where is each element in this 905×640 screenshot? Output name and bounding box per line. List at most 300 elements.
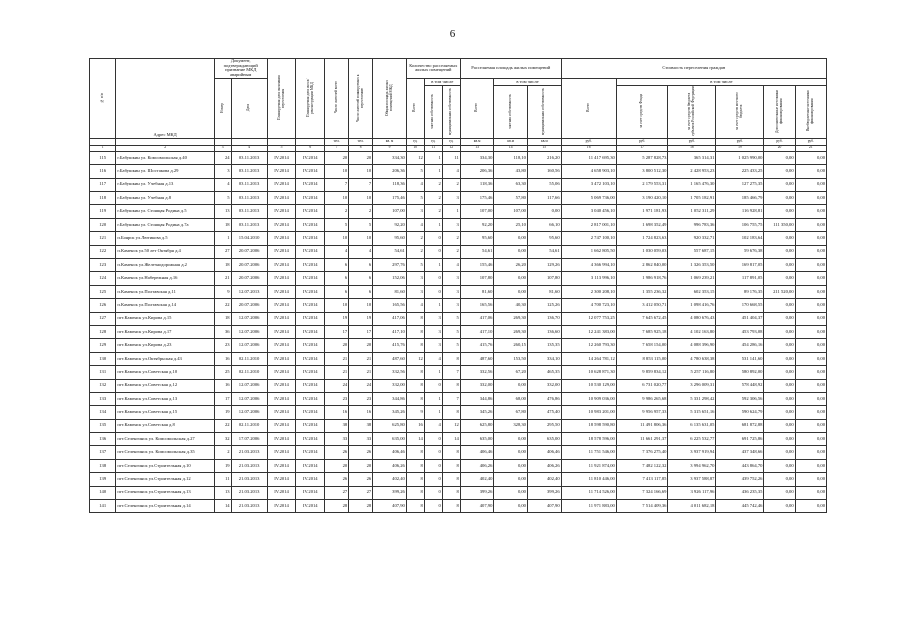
units-row [90, 138, 827, 145]
table-cell: 14 264 781,12 [561, 352, 616, 365]
table-cell: 0 [424, 473, 442, 486]
table-cell: 10 [349, 192, 373, 205]
table-cell: 20 [349, 459, 373, 472]
table-cell: IV.2014 [267, 366, 296, 379]
table-cell: 3 412 050,71 [616, 299, 668, 312]
table-cell: IV.2014 [296, 178, 325, 191]
table-cell: 16 [214, 352, 231, 365]
unit-cell: руб. [716, 138, 764, 145]
table-cell: 0 [424, 433, 442, 446]
table-cell: 12 260 793,30 [561, 339, 616, 352]
table-cell: 269,30 [494, 312, 528, 325]
table-cell: 417,06 [373, 312, 407, 325]
table-cell: 134 [90, 406, 116, 419]
table-body [90, 151, 827, 513]
table-cell: 24 [349, 379, 373, 392]
table-cell: 3 [406, 272, 424, 285]
col-header-cost-incl: в том числе [616, 78, 826, 85]
table-cell: 141 [90, 500, 116, 513]
table-cell: 1 052 311,29 [668, 205, 716, 218]
table-cell: IV.2014 [267, 285, 296, 298]
table-cell: 8 [442, 473, 460, 486]
table-cell: 117 [90, 178, 116, 191]
table-cell: 8 [406, 325, 424, 338]
table-cell: 18 [214, 259, 231, 272]
table-cell: IV.2014 [267, 500, 296, 513]
table-cell: 2 747 100,10 [561, 232, 616, 245]
unit-cell: ед. [406, 138, 424, 145]
table-cell: 127 275,35 [716, 178, 764, 191]
table-row [90, 192, 827, 205]
table-cell: 02.11.2010 [231, 419, 267, 432]
table-cell: 6 731 020,77 [616, 379, 668, 392]
table-cell: 3 926 117,96 [668, 486, 716, 499]
table-cell: 0,00 [795, 325, 826, 338]
table-cell: 557 687,15 [668, 245, 716, 258]
table-cell: 2 [214, 446, 231, 459]
address-cell: г.Бабушкин ул. Учебная д.8 [116, 192, 214, 205]
table-cell: 0,00 [764, 245, 795, 258]
table-cell: 116 [90, 165, 116, 178]
table-cell: 4 [442, 165, 460, 178]
table-cell: IV.2014 [267, 151, 296, 164]
table-cell: IV.2014 [267, 218, 296, 231]
column-number-cell: 7 [325, 145, 349, 151]
table-cell: 0 [424, 285, 442, 298]
table-cell: 11 491 806,36 [616, 419, 668, 432]
table-cell: 20.07.2006 [231, 299, 267, 312]
table-cell: 153,50 [494, 352, 528, 365]
column-number-cell: 14 [494, 145, 528, 151]
table-cell: 0,00 [764, 379, 795, 392]
table-cell: 4 [424, 352, 442, 365]
table-cell: 19 [325, 312, 349, 325]
table-cell: 125,26 [527, 299, 561, 312]
table-cell: 211 520,00 [764, 285, 795, 298]
table-cell: 36 [214, 325, 231, 338]
table-cell: 11 810 446,00 [561, 473, 616, 486]
table-cell: 531 141,60 [716, 352, 764, 365]
col-header-cnt-private: частная собственность [424, 85, 442, 138]
table-row [90, 312, 827, 325]
unit-cell: чел. [349, 138, 373, 145]
table-cell: 02.11.2010 [231, 352, 267, 365]
table-cell: 21.03.2013 [231, 500, 267, 513]
table-cell: 95,60 [373, 232, 407, 245]
table-cell: 11 971 883,00 [561, 500, 616, 513]
column-number-cell: 17 [616, 145, 668, 151]
table-cell: 415,76 [373, 339, 407, 352]
table-cell: 7 [442, 392, 460, 405]
table-cell: 21.03.2013 [231, 486, 267, 499]
table-cell: 0,00 [795, 392, 826, 405]
table-cell: 2 [325, 205, 349, 218]
table-cell: 38 [349, 419, 373, 432]
table-cell: 133 [90, 392, 116, 405]
table-cell: 107,00 [494, 205, 528, 218]
table-cell: 225 433,25 [716, 165, 764, 178]
column-number-cell: 1 [90, 145, 116, 151]
table-cell: 03.11.2013 [231, 192, 267, 205]
table-cell: 1 [424, 366, 442, 379]
table-cell: 14 [214, 500, 231, 513]
table-cell: 0,00 [494, 232, 528, 245]
table-cell: 54,61 [460, 245, 494, 258]
table-cell: 0,00 [795, 178, 826, 191]
table-cell: 0,00 [795, 205, 826, 218]
table-cell: 5 257 116,80 [668, 366, 716, 379]
table-cell: 0,00 [795, 433, 826, 446]
table-cell: 169 817,05 [716, 259, 764, 272]
table-cell: 8 [442, 500, 460, 513]
table-cell: 415,76 [460, 339, 494, 352]
address-cell: г.Бабушкин ул. Учебная д.13 [116, 178, 214, 191]
col-group-doc: Документ, подтверждающий признание МКД аварийным [214, 59, 267, 79]
unit-cell [116, 138, 214, 145]
col-header-cost-region: за счет средств бюджета субъекта Российской Федерации [668, 85, 716, 138]
table-cell: 9 859 834,12 [616, 366, 668, 379]
table-cell: IV.2014 [296, 486, 325, 499]
table-cell: 152,06 [373, 272, 407, 285]
column-number-cell: 10 [406, 145, 424, 151]
column-number-cell: 16 [561, 145, 616, 151]
col-header-cost-over: Внебюджетные источники финансирования [795, 85, 826, 138]
address-cell: п.Каменск ул.Полтавская д.11 [116, 285, 214, 298]
table-cell: 63,30 [494, 178, 528, 191]
table-row [90, 272, 827, 285]
table-cell: 6 [349, 272, 373, 285]
table-cell: 7 658 154,00 [616, 339, 668, 352]
table-cell: 0,00 [764, 325, 795, 338]
table-cell: 12.07.2006 [231, 312, 267, 325]
table-cell: 118,36 [373, 178, 407, 191]
table-cell: 1 165 476,30 [668, 178, 716, 191]
table-cell: 5 [325, 218, 349, 231]
table-cell: 165,56 [460, 299, 494, 312]
table-cell: 21 [349, 366, 373, 379]
table-cell: 2 [424, 205, 442, 218]
table-cell: IV.2014 [267, 325, 296, 338]
table-cell: IV.2014 [296, 245, 325, 258]
table-cell: 334,30 [460, 151, 494, 164]
table-cell: IV.2014 [267, 339, 296, 352]
resettlement-table [89, 58, 827, 513]
table-cell: 0,00 [527, 205, 561, 218]
column-number-cell: 15 [527, 145, 561, 151]
table-cell: 0,00 [494, 473, 528, 486]
table-cell: 11 921 874,00 [561, 459, 616, 472]
unit-cell [267, 138, 296, 145]
table-cell: 160,56 [527, 165, 561, 178]
table-cell: 407,90 [460, 500, 494, 513]
table-cell: 0,00 [795, 406, 826, 419]
table-cell: 8 [406, 446, 424, 459]
column-number-cell: 2 [116, 145, 214, 151]
table-cell: 118,10 [494, 151, 528, 164]
table-cell: 445 742,46 [716, 500, 764, 513]
table-cell: 0,00 [764, 433, 795, 446]
table-cell: 54,61 [527, 245, 561, 258]
column-number-cell: 5 [267, 145, 296, 151]
table-row [90, 379, 827, 392]
table-cell: 33 [349, 433, 373, 446]
table-cell: 4 102 163,80 [668, 325, 716, 338]
table-cell: 0,00 [795, 259, 826, 272]
table-cell: 20.07.2006 [231, 272, 267, 285]
col-header-cost-local: за счет средств местного бюджета [716, 85, 764, 138]
table-cell: 4 [424, 419, 442, 432]
table-cell: 13 [214, 486, 231, 499]
table-row [90, 352, 827, 365]
table-cell: 635,00 [527, 433, 561, 446]
table-cell: 7 [442, 366, 460, 379]
table-cell: 2 [424, 178, 442, 191]
table-cell: 135 [90, 419, 116, 432]
table-cell: 1 355 236,32 [616, 285, 668, 298]
unit-cell: руб. [764, 138, 795, 145]
table-cell: IV.2014 [267, 379, 296, 392]
table-cell: IV.2014 [296, 259, 325, 272]
unit-cell: ед. [442, 138, 460, 145]
table-cell: 20 [325, 339, 349, 352]
col-header-area-total: Всего [460, 78, 494, 138]
table-cell: 10 [349, 165, 373, 178]
table-cell: 3 [214, 165, 231, 178]
table-cell: 406,26 [460, 459, 494, 472]
table-cell: 102 183,64 [716, 232, 764, 245]
table-cell: 0,00 [764, 165, 795, 178]
table-row [90, 419, 827, 432]
table-cell: 38 [325, 419, 349, 432]
table-cell: 7 645 672,45 [616, 312, 668, 325]
table-cell: 123 [90, 259, 116, 272]
table-cell: 12 [406, 151, 424, 164]
table-cell: IV.2014 [296, 325, 325, 338]
table-cell: IV.2014 [296, 433, 325, 446]
table-cell: 26 [349, 473, 373, 486]
table-row [90, 325, 827, 338]
table-cell: 0,00 [795, 232, 826, 245]
table-cell: 1 098 416,76 [668, 299, 716, 312]
table-cell: 131 [90, 366, 116, 379]
table-row [90, 178, 827, 191]
table-row [90, 406, 827, 419]
table-cell: 4 366 994,10 [561, 259, 616, 272]
column-number-cell: 9 [373, 145, 407, 151]
table-cell: 5 [214, 192, 231, 205]
table-cell: 0,00 [795, 352, 826, 365]
table-cell: 8 [406, 486, 424, 499]
table-cell: IV.2014 [296, 392, 325, 405]
table-row [90, 165, 827, 178]
table-row [90, 259, 827, 272]
table-cell: IV.2014 [296, 232, 325, 245]
table-cell: IV.2014 [267, 178, 296, 191]
table-cell: 4 080 676,43 [668, 312, 716, 325]
table-cell: 407,90 [527, 500, 561, 513]
table-cell: 24 [214, 151, 231, 164]
table-row [90, 285, 827, 298]
table-cell: 138 [90, 459, 116, 472]
table-cell: 17.07.2006 [231, 433, 267, 446]
table-cell: 95,60 [527, 232, 561, 245]
table-cell: 578 448,92 [716, 379, 764, 392]
table-cell: 54,61 [373, 245, 407, 258]
table-cell: IV.2014 [267, 392, 296, 405]
table-cell: 332,00 [373, 379, 407, 392]
table-cell: 4 [406, 299, 424, 312]
address-cell: п.Боярск ул.Лютикова д.5 [116, 232, 214, 245]
table-cell: 8 853 115,00 [616, 352, 668, 365]
address-cell: г.Бабушкин ул. Стоящая Родина д.5 [116, 205, 214, 218]
table-cell: 11 661 291,37 [616, 433, 668, 446]
table-cell: IV.2014 [267, 352, 296, 365]
table-cell: 590 624,79 [716, 406, 764, 419]
table-cell: 0,00 [795, 272, 826, 285]
table-cell: 6 [325, 272, 349, 285]
address-cell: п.Каменск ул.Полтавская д.14 [116, 299, 214, 312]
table-cell: 5 [442, 312, 460, 325]
table-cell: 436 235,35 [716, 486, 764, 499]
address-cell: п.Каменск ул.Набережная д.16 [116, 272, 214, 285]
address-cell: пгт.Селенгинск ул. Комсомольская д.35 [116, 446, 214, 459]
table-cell: 140 [90, 486, 116, 499]
table-cell: 7 324 166,69 [616, 486, 668, 499]
table-cell: 17 [214, 392, 231, 405]
table-cell: 3 040 456,10 [561, 205, 616, 218]
table-cell: 8 [442, 406, 460, 419]
table-cell: 406,46 [373, 446, 407, 459]
table-cell: 0,00 [494, 245, 528, 258]
table-cell: 122 [90, 245, 116, 258]
table-cell: 4 [349, 245, 373, 258]
table-cell: 8 [442, 446, 460, 459]
table-cell: 21.03.2013 [231, 446, 267, 459]
table-cell: IV.2014 [267, 486, 296, 499]
table-cell: 0 [424, 486, 442, 499]
table-cell: 11 417 695,30 [561, 151, 616, 164]
table-cell: 6 [325, 259, 349, 272]
table-cell: 3 [424, 339, 442, 352]
table-cell: 11 [214, 473, 231, 486]
col-header-address: Адрес МКД [116, 59, 214, 139]
table-cell: 206,36 [373, 165, 407, 178]
table-cell: 0,00 [764, 232, 795, 245]
table-cell: 0,00 [494, 272, 528, 285]
table-cell: IV.2014 [296, 205, 325, 218]
table-cell: 14 [442, 433, 460, 446]
table-cell: 22 [214, 419, 231, 432]
table-cell: 6 [349, 259, 373, 272]
address-cell: г.Бабушкин ул. Шостакова д.29 [116, 165, 214, 178]
table-cell: 0,00 [764, 178, 795, 191]
table-cell: 399,26 [527, 486, 561, 499]
table-cell: 5 331 298,42 [668, 392, 716, 405]
table-cell: 21.03.2013 [231, 459, 267, 472]
table-cell: 334,10 [527, 352, 561, 365]
address-cell: пгт.Каменск ул.Советская д.15 [116, 406, 214, 419]
table-row [90, 245, 827, 258]
table-cell: 0,00 [494, 500, 528, 513]
table-cell: IV.2014 [296, 473, 325, 486]
table-cell: 170 668,55 [716, 299, 764, 312]
table-cell: 417,10 [373, 325, 407, 338]
table-cell: 12 [406, 352, 424, 365]
table-cell: 32 [214, 433, 231, 446]
table-cell: 21 [325, 366, 349, 379]
address-cell: пгт.Каменск ул.Кирова д.17 [116, 325, 214, 338]
table-cell: IV.2014 [267, 406, 296, 419]
table-cell: 334,30 [373, 151, 407, 164]
table-cell: 0,00 [795, 245, 826, 258]
table-cell: 3 [442, 285, 460, 298]
table-cell: 0,00 [795, 446, 826, 459]
table-cell: 135,35 [527, 339, 561, 352]
table-cell: 10 [325, 192, 349, 205]
table-cell: 0,00 [494, 446, 528, 459]
table-cell: 12.07.2006 [231, 392, 267, 405]
table-cell: 3 937 588,87 [668, 473, 716, 486]
table-cell: 20 [349, 339, 373, 352]
table-cell: 59 676,38 [716, 245, 764, 258]
table-cell: 2 [424, 192, 442, 205]
table-cell: 345,26 [460, 406, 494, 419]
table-cell: 03.11.2013 [231, 165, 267, 178]
table-cell: 118 [90, 192, 116, 205]
table-cell: 0,00 [764, 299, 795, 312]
table-cell: 345,26 [373, 406, 407, 419]
table-cell: 5 [406, 192, 424, 205]
table-cell: 22 [214, 299, 231, 312]
table-cell: 17 [325, 325, 349, 338]
table-cell: 3 [442, 192, 460, 205]
table-cell: 121 [90, 232, 116, 245]
unit-cell [214, 138, 231, 145]
table-cell: 332,00 [460, 379, 494, 392]
table-cell: 344,86 [460, 392, 494, 405]
table-cell: 12 241 383,00 [561, 325, 616, 338]
table-cell: 10 [325, 165, 349, 178]
table-cell: 155,46 [460, 259, 494, 272]
table-cell: 2 [442, 232, 460, 245]
table-cell: 8 [442, 459, 460, 472]
table-cell: IV.2014 [296, 379, 325, 392]
table-cell: 635,00 [460, 433, 494, 446]
table-cell: IV.2014 [267, 473, 296, 486]
address-cell: пгт.Каменск ул.Советская д.8 [116, 419, 214, 432]
table-cell: 8 [406, 366, 424, 379]
table-cell: 106 755,75 [716, 218, 764, 231]
table-cell: 5 287 828,73 [616, 151, 668, 164]
table-cell: 2 300 208,10 [561, 285, 616, 298]
table-cell: 0,00 [764, 459, 795, 472]
table-cell: 451 404,37 [716, 312, 764, 325]
column-number-cell: 18 [668, 145, 716, 151]
table-cell: 6 225 532,77 [668, 433, 716, 446]
table-cell: 4 011 682,18 [668, 500, 716, 513]
address-cell: пгт.Каменск ул.Кирова д.23 [116, 339, 214, 352]
table-cell: 4 [406, 218, 424, 231]
table-cell: 2 817 001,10 [561, 218, 616, 231]
table-cell: 19 [214, 406, 231, 419]
table-cell: 8 [442, 379, 460, 392]
table-cell: 139 [90, 473, 116, 486]
table-cell: IV.2014 [267, 245, 296, 258]
table-cell: 03.11.2013 [231, 178, 267, 191]
table-cell: IV.2014 [267, 192, 296, 205]
table-cell: 1 662 805,50 [561, 245, 616, 258]
col-header-area-municipal: муниципальная собственность [527, 85, 561, 138]
